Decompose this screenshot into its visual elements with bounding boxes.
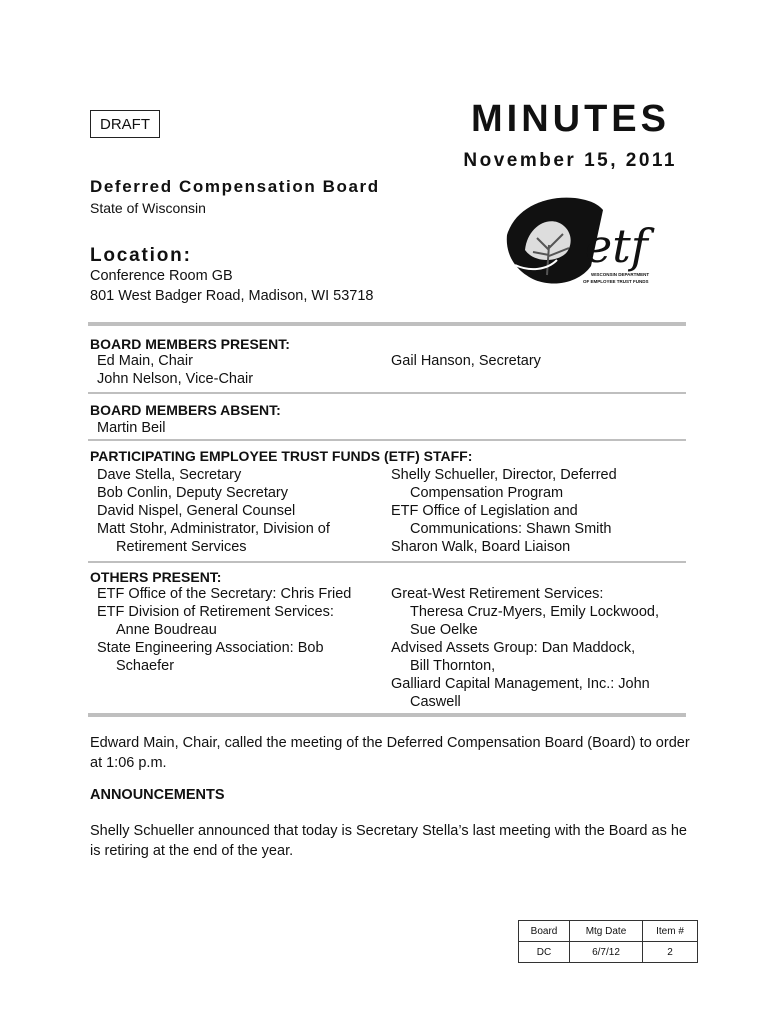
stamp-value-cell: 2 — [643, 942, 698, 963]
staff-name: Compensation Program — [410, 485, 564, 501]
location-address: 801 West Badger Road, Madison, WI 53718 — [90, 288, 374, 304]
member-name: Gail Hanson, Secretary — [391, 353, 541, 369]
call-to-order-paragraph: Edward Main, Chair, called the meeting of the Deferred Compensation Board (Board) to order at 1:06 p.m. — [90, 735, 690, 771]
divider — [88, 713, 686, 717]
staff-name: ETF Office of Legislation and — [391, 503, 578, 519]
staff-name: Matt Stohr, Administrator, Division of — [97, 521, 330, 537]
staff-name: Bob Conlin, Deputy Secretary — [97, 485, 289, 501]
staff-name: Shelly Schueller, Director, Deferred — [391, 467, 617, 483]
logo-text: etf — [585, 219, 648, 273]
meeting-date: November 15, 2011 — [463, 150, 677, 171]
members-absent-title: BOARD MEMBERS ABSENT: — [90, 402, 281, 418]
stamp-value-row — [519, 942, 698, 963]
attendee-name: Caswell — [410, 694, 461, 710]
staff-name: Sharon Walk, Board Liaison — [391, 539, 571, 555]
attendee-name: Advised Assets Group: Dan Maddock, — [391, 640, 636, 656]
state-name: State of Wisconsin — [90, 200, 206, 216]
staff-name: Retirement Services — [116, 539, 247, 555]
attendee-name: ETF Office of the Secretary: Chris Fried — [97, 586, 352, 602]
stamp-header-cell: Item # — [643, 921, 698, 942]
attendee-name: State Engineering Association: Bob — [97, 640, 324, 656]
item-stamp-table — [518, 920, 698, 963]
logo-line-1: WISCONSIN DEPARTMENT — [591, 272, 650, 277]
others-right — [391, 585, 659, 711]
stamp-header-cell: Mtg Date — [570, 921, 643, 942]
members-present-right — [391, 352, 541, 370]
staff-left — [97, 466, 330, 556]
stamp-value-cell: 6/7/12 — [570, 942, 643, 963]
attendee-name: Galliard Capital Management, Inc.: John — [391, 676, 650, 692]
logo-line-2: OF EMPLOYEE TRUST FUNDS — [583, 279, 649, 284]
stamp-header-row — [519, 921, 698, 942]
attendee-name: Sue Oelke — [410, 622, 478, 638]
staff-right — [391, 466, 617, 556]
staff-title: PARTICIPATING EMPLOYEE TRUST FUNDS (ETF) STAFF: — [90, 448, 473, 464]
divider — [88, 439, 686, 441]
location-room: Conference Room GB — [90, 268, 233, 284]
member-name: Ed Main, Chair — [97, 353, 193, 369]
attendee-name: Bill Thornton, — [410, 658, 496, 674]
board-name: Deferred Compensation Board — [90, 177, 380, 196]
stamp-header-cell: Board — [519, 921, 570, 942]
members-present-left — [97, 352, 253, 388]
staff-name: Dave Stella, Secretary — [97, 467, 242, 483]
divider — [88, 322, 686, 326]
attendee-name: ETF Division of Retirement Services: — [97, 604, 334, 620]
members-present-title: BOARD MEMBERS PRESENT: — [90, 336, 290, 352]
announcement-paragraph: Shelly Schueller announced that today is Secretary Stella’s last meeting with the Board as he is retiring at the end of the year. — [90, 823, 687, 859]
attendee-name: Great-West Retirement Services: — [391, 586, 604, 602]
divider — [88, 561, 686, 563]
announcements-heading: ANNOUNCEMENTS — [90, 787, 225, 803]
page-title: MINUTES — [471, 98, 670, 140]
member-name: John Nelson, Vice-Chair — [97, 371, 254, 387]
staff-name: David Nispel, General Counsel — [97, 503, 296, 519]
members-absent-list — [97, 419, 166, 437]
stamp-value-cell: DC — [519, 942, 570, 963]
attendee-name: Anne Boudreau — [116, 622, 217, 638]
others-left — [97, 585, 351, 675]
attendee-name: Schaefer — [116, 658, 175, 674]
attendee-name: Theresa Cruz-Myers, Emily Lockwood, — [410, 604, 659, 620]
divider — [88, 392, 686, 394]
staff-name: Communications: Shawn Smith — [410, 521, 612, 537]
member-name: Martin Beil — [97, 420, 166, 436]
etf-logo — [495, 190, 670, 300]
location-heading: Location: — [90, 245, 192, 266]
draft-label: DRAFT — [90, 110, 160, 138]
others-title: OTHERS PRESENT: — [90, 569, 222, 585]
